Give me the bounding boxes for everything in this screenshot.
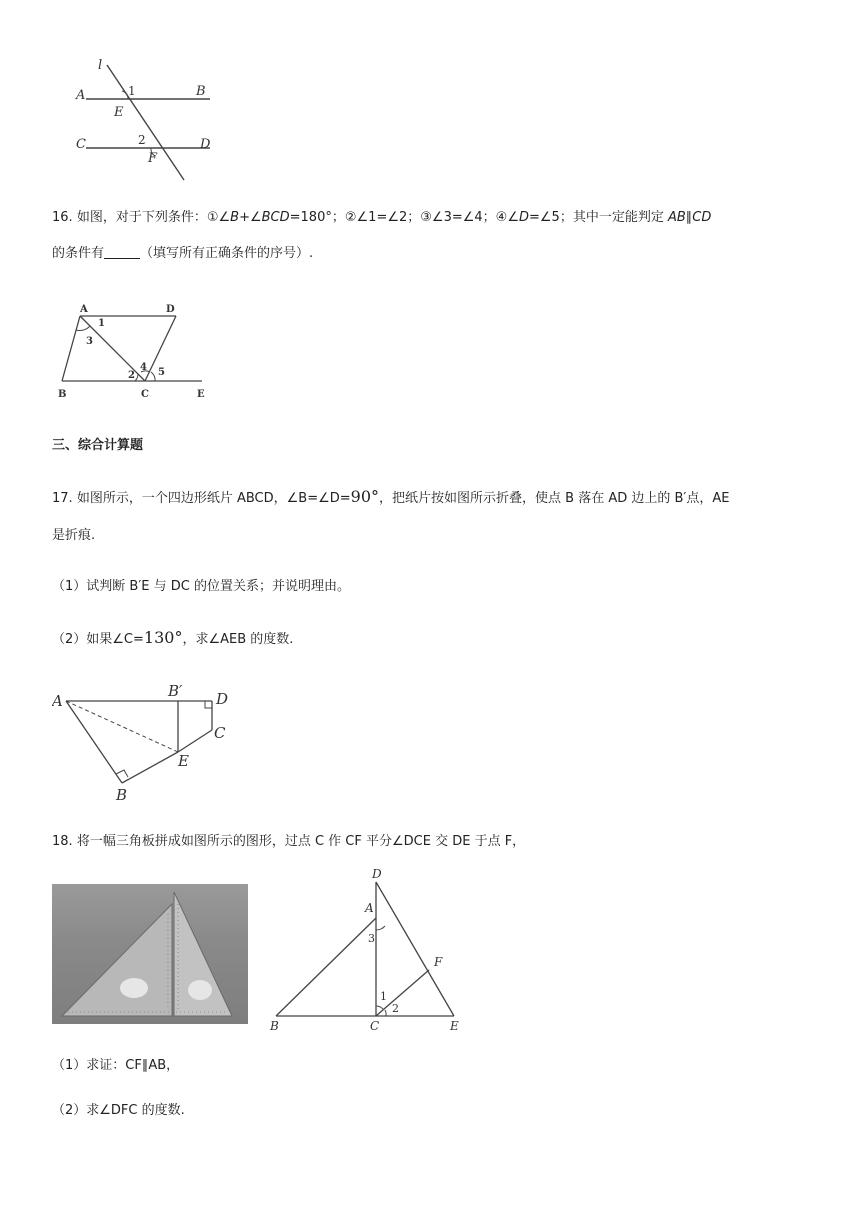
set-squares-image: [52, 884, 248, 1024]
label-A: A: [52, 692, 63, 710]
label-C: C: [141, 389, 149, 400]
label-E: E: [114, 105, 124, 120]
question-18-sub-2: （2）求∠DFC 的度数.: [52, 1103, 185, 1118]
label-F: F: [148, 151, 158, 166]
label-E: E: [450, 1019, 459, 1033]
figure-set-squares-diagram: [264, 866, 474, 1036]
question-18-sub-1: （1）求证：CF∥AB，: [52, 1058, 180, 1073]
label-3: 3: [86, 336, 93, 347]
question-17-line-2: 是折痕.: [52, 528, 96, 543]
label-A: A: [80, 304, 88, 315]
label-A: A: [365, 901, 374, 915]
question-17-sub-2: （2）如果∠C=130°，求∠AEB 的度数.: [52, 628, 294, 647]
label-C: C: [214, 724, 226, 742]
question-17-line-1: 17. 如图所示，一个四边形纸片 ABCD，∠B=∠D=90°，把纸片按如图所示折叠，使点 B 落在 AD 边上的 B′点，AE: [52, 487, 730, 506]
set-squares-photo: [52, 884, 248, 1024]
label-E: E: [197, 389, 205, 400]
label-A: A: [76, 88, 86, 103]
question-17-sub-1: （1）试判断 B′E 与 DC 的位置关系；并说明理由。: [52, 579, 350, 594]
label-E: E: [178, 752, 189, 770]
label-D: D: [216, 690, 229, 708]
label-4: 4: [140, 362, 147, 373]
label-B: B: [116, 786, 128, 804]
label-D: D: [200, 137, 211, 152]
question-18-line-1: 18. 将一幅三角板拼成如图所示的图形，过点 C 作 CF 平分∠DCE 交 DE 于点 F，: [52, 834, 526, 849]
figure-parallelogram: [52, 300, 217, 405]
figure-parallel-lines-transversal: [70, 55, 230, 185]
label-2: 2: [392, 1002, 399, 1015]
label-C: C: [76, 137, 86, 152]
figure-folded-quadrilateral: [52, 680, 247, 805]
label-C: C: [370, 1019, 380, 1033]
question-number: 18.: [52, 834, 73, 849]
label-2: 2: [138, 133, 146, 147]
label-B-prime: B′: [168, 682, 183, 700]
answer-blank[interactable]: [104, 244, 140, 259]
label-l: l: [98, 58, 103, 73]
section-title: 三、综合计算题: [52, 438, 144, 453]
label-1: 1: [380, 990, 387, 1003]
label-D: D: [166, 304, 175, 315]
label-B: B: [270, 1019, 279, 1033]
label-1: 1: [128, 84, 136, 98]
question-16-line-1: 16. 如图，对于下列条件：①∠B+∠BCD=180°；②∠1=∠2；③∠3=∠4；④∠D=∠5；其中一定能判定 AB∥CD: [52, 210, 712, 225]
label-B: B: [58, 389, 67, 400]
question-16-line-2: 的条件有 （填写所有正确条件的序号）.: [52, 246, 314, 261]
question-number: 17.: [52, 491, 73, 506]
label-1: 1: [98, 318, 105, 329]
question-number: 16.: [52, 210, 73, 225]
label-D: D: [372, 867, 382, 881]
label-F: F: [434, 955, 443, 969]
label-B: B: [196, 84, 206, 99]
label-3: 3: [368, 932, 375, 945]
label-5: 5: [158, 367, 165, 378]
label-2: 2: [128, 370, 135, 381]
